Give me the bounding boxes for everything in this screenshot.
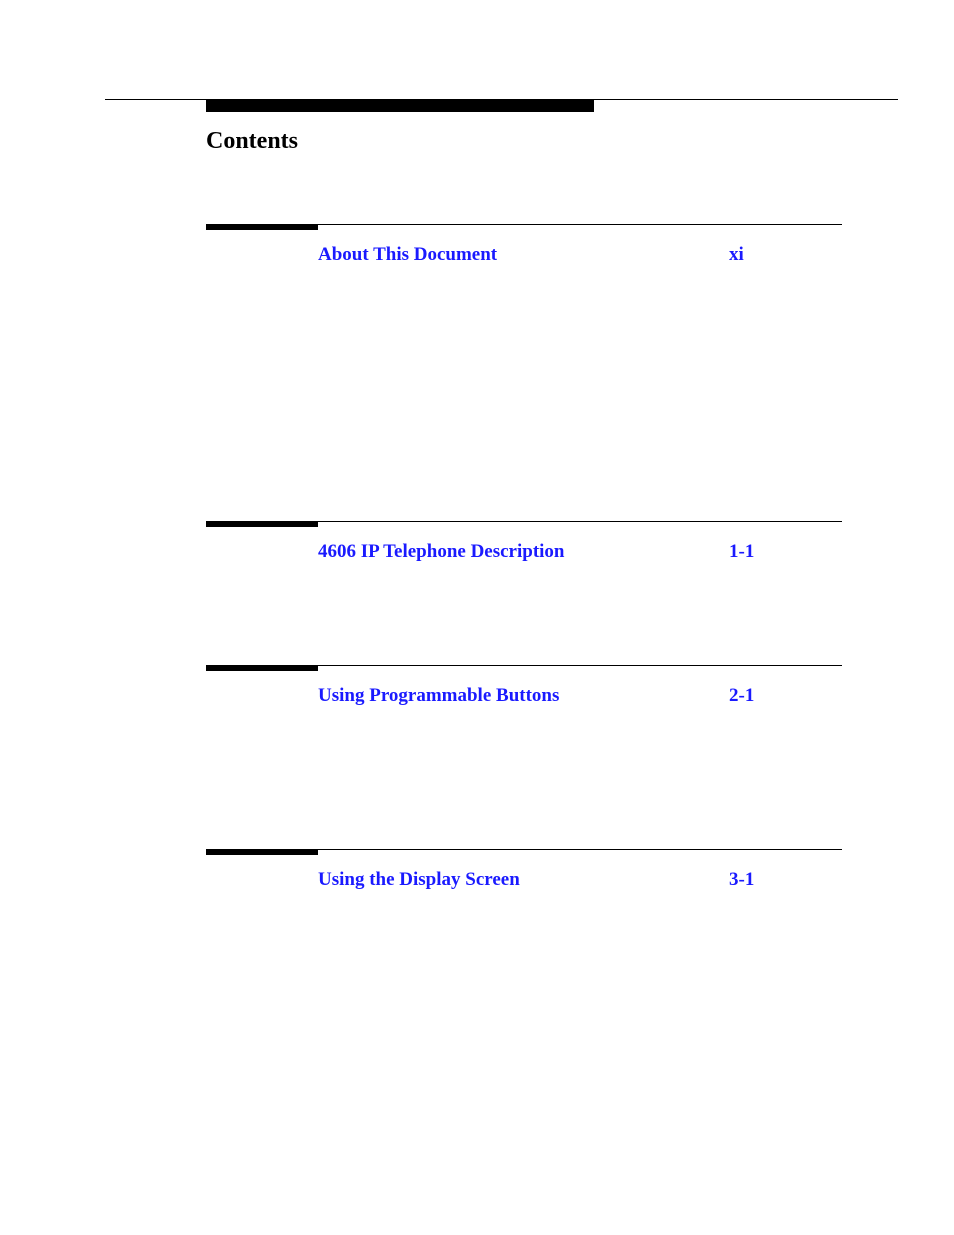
toc-page-number-programmable-buttons[interactable]: 2-1 — [729, 685, 755, 706]
section-bar — [206, 849, 318, 855]
page-title: Contents — [206, 128, 299, 154]
toc-link-about-this-document[interactable]: About This Document — [318, 244, 498, 265]
toc-section-display-screen — [206, 849, 842, 899]
toc-link-display-screen[interactable]: Using the Display Screen — [318, 869, 520, 890]
header-bar — [206, 99, 594, 112]
toc-section-description — [206, 521, 842, 571]
toc-section-programmable-buttons — [206, 665, 842, 715]
toc-link-telephone-description[interactable]: 4606 IP Telephone Description — [318, 541, 565, 562]
toc-link-programmable-buttons[interactable]: Using Programmable Buttons — [318, 685, 560, 706]
toc-page-number-about[interactable]: xi — [729, 244, 744, 265]
section-bar — [206, 665, 318, 671]
toc-section-about — [206, 224, 842, 274]
section-bar — [206, 521, 318, 527]
toc-page-number-description[interactable]: 1-1 — [729, 541, 755, 562]
toc-page-number-display-screen[interactable]: 3-1 — [729, 869, 755, 890]
section-bar — [206, 224, 318, 230]
